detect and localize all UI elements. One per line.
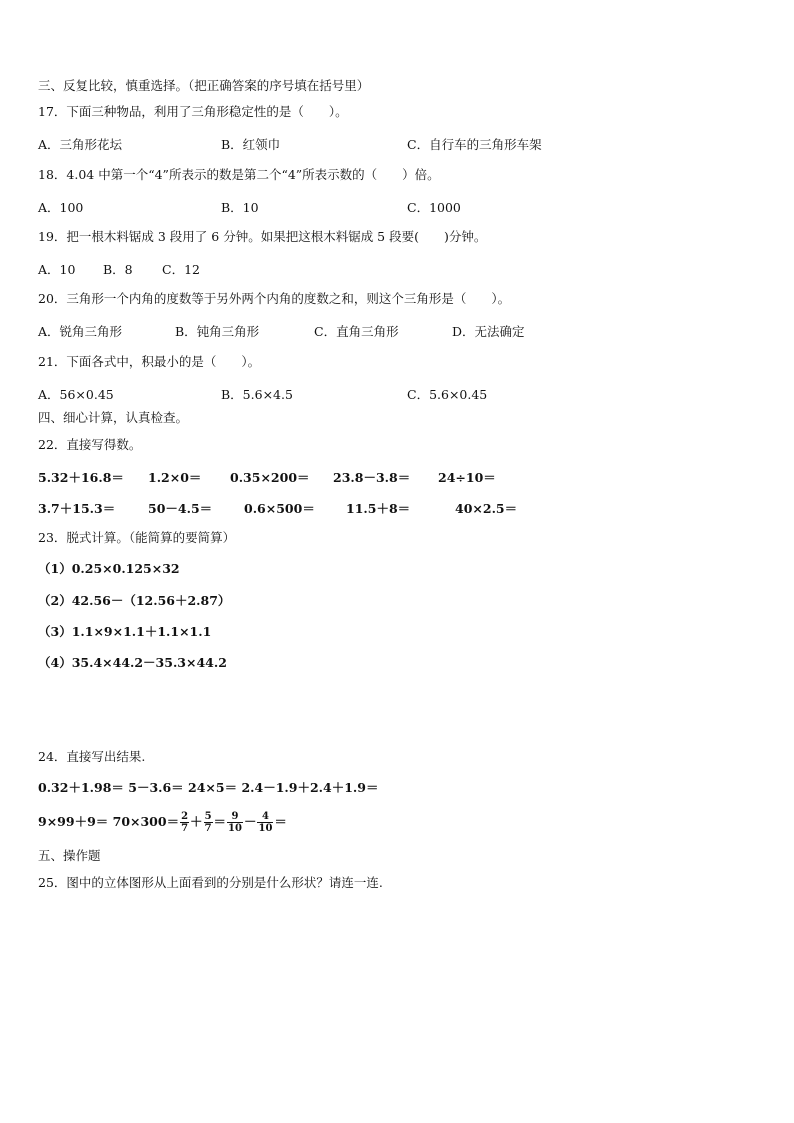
question-17-options [38,135,758,151]
question-21: 21．下面各式中，积最小的是（ ）。 [38,354,261,369]
question-19: 19．把一根木料锯成 3 段用了 6 分钟。如果把这根木料锯成 5 段要( )分钟。 [38,229,487,244]
option-c: C．直角三角形 [314,324,399,339]
calc-step-1: （1）0.25×0.125×32 [38,561,180,576]
calc-item: 5.32＋16.8＝ [38,470,124,485]
calc-item: 0.6×500＝ [244,501,315,516]
fraction [204,811,213,834]
option-a: A．56×0.45 [38,387,114,402]
question-23: 23．脱式计算。（能简算的要简算） [38,530,236,545]
option-c: C．自行车的三角形车架 [407,137,542,152]
plus-sign: ＋ [190,814,203,829]
question-22-row-2 [38,499,758,515]
question-24-row-2 [38,808,287,836]
calc-item: 11.5＋8＝ [346,501,411,516]
question-18: 18．4.04 中第一个“4”所表示的数是第二个“4”所表示数的（ ）倍。 [38,167,440,182]
question-22: 22．直接写得数。 [38,437,142,452]
fraction [180,811,189,834]
calc-item: 50－4.5＝ [148,501,213,516]
option-b: B．5.6×4.5 [221,387,293,402]
denominator: 7 [181,823,189,834]
calc-step-4: （4）35.4×44.2－35.3×44.2 [38,655,227,670]
question-24-row-1: 0.32＋1.98＝ 5－3.6＝ 24×5＝ 2.4－1.9＋2.4＋1.9＝ [38,780,379,795]
calc-item: 1.2×0＝ [148,470,202,485]
denominator: 10 [228,823,242,834]
numerator: 4 [257,811,273,823]
calc-item: 23.8－3.8＝ [333,470,411,485]
section-4-title: 四、细心计算，认真检查。 [38,410,189,425]
calc-item: 40×2.5＝ [455,501,518,516]
numerator: 5 [204,811,212,822]
question-21-options [38,385,758,401]
option-b: B．8 [103,262,133,277]
question-24: 24．直接写出结果. [38,749,146,764]
equals-sign: ＝ [274,814,287,829]
question-18-options [38,198,758,214]
denominator: 10 [258,823,273,834]
fraction [227,811,243,834]
option-a: A．三角形花坛 [38,137,123,152]
calc-item: 0.35×200＝ [230,470,310,485]
option-a: A．100 [38,200,84,215]
question-17: 17．下面三种物品，利用了三角形稳定性的是（ ）。 [38,104,348,119]
question-22-row-1 [38,468,758,484]
row-2-prefix: 9×99＋9＝ 70×300＝ [38,814,180,829]
option-c: C．1000 [407,200,461,215]
question-19-options [38,260,758,276]
fraction [257,811,273,834]
option-c: C．5.6×0.45 [407,387,488,402]
calc-item: 3.7＋15.3＝ [38,501,116,516]
section-5-title: 五、操作题 [38,848,101,863]
numerator: 2 [181,811,189,822]
question-25: 25．图中的立体图形从上面看到的分别是什么形状？请连一连. [38,875,383,890]
question-20: 20．三角形一个内角的度数等于另外两个内角的度数之和，则这个三角形是（ ）。 [38,291,511,306]
option-a: A．10 [38,262,76,277]
option-b: B．红领巾 [221,137,281,152]
option-c: C．12 [162,262,200,277]
equals-sign: ＝ [213,814,227,829]
option-d: D．无法确定 [452,324,525,339]
calc-step-2: （2）42.56－（12.56＋2.87） [38,593,231,608]
section-3-title: 三、反复比较，慎重选择。（把正确答案的序号填在括号里） [38,78,370,93]
option-a: A．锐角三角形 [38,324,123,339]
calc-step-3: （3）1.1×9×1.1＋1.1×1.1 [38,624,212,639]
calc-item: 24÷10＝ [438,470,496,485]
question-20-options [38,322,758,338]
minus-sign: － [243,814,257,829]
option-b: B．钝角三角形 [175,324,260,339]
denominator: 7 [204,823,212,834]
numerator: 9 [227,811,243,823]
option-b: B．10 [221,200,259,215]
